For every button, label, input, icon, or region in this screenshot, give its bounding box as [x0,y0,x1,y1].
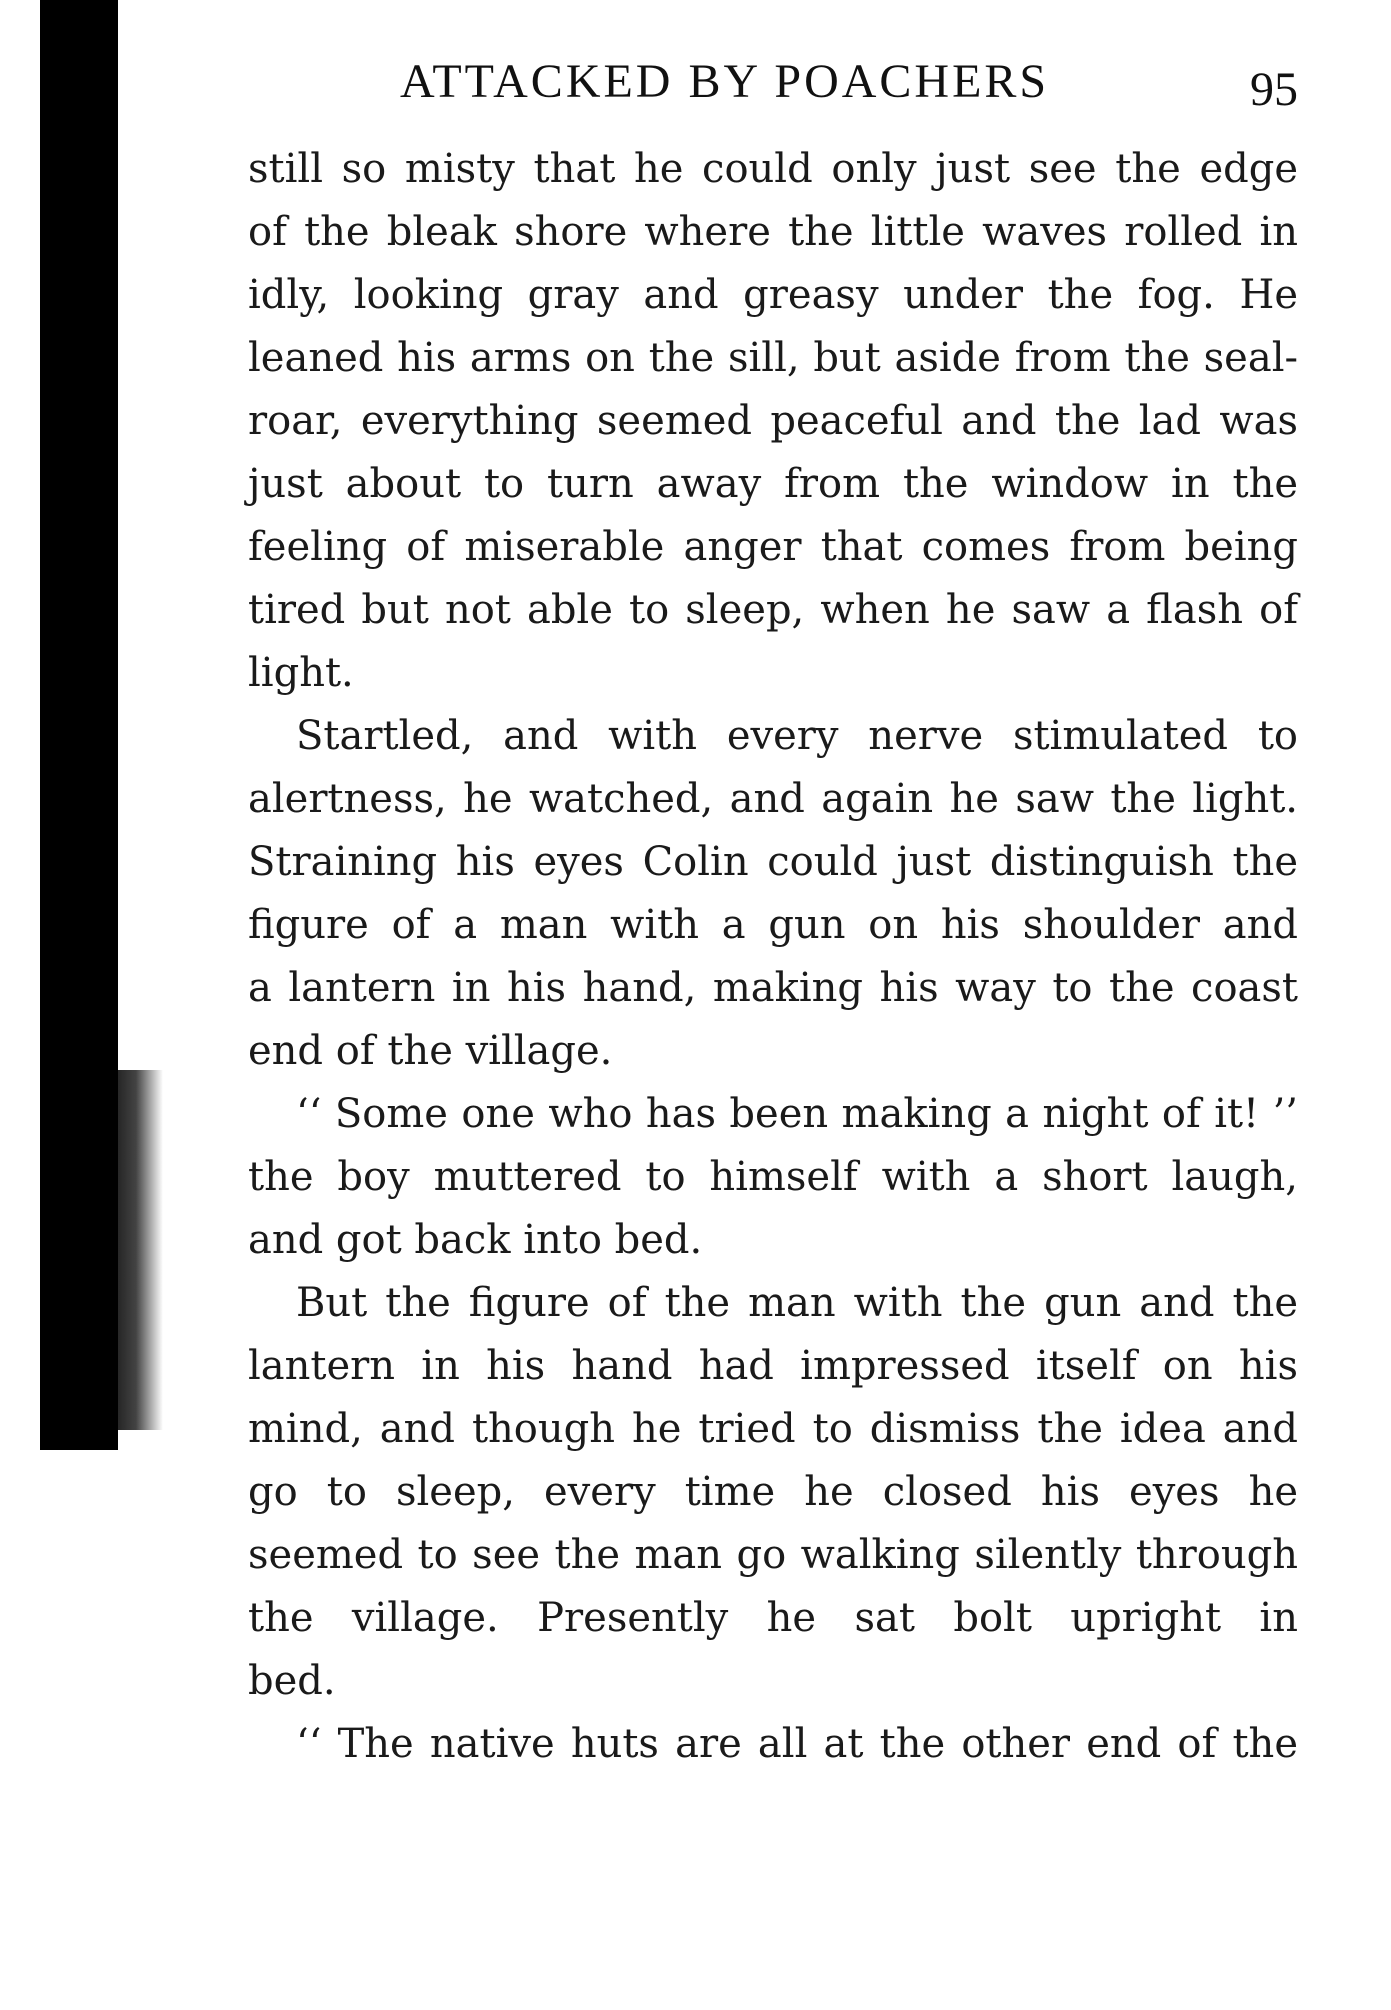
text-line: a lantern in his hand, making his way to the coast [248,965,1298,1011]
text-line: Straining his eyes Colin could just distinguish the [248,839,1298,885]
text-line: of the bleak shore where the little waves rolled in [248,209,1298,255]
text-line: Startled, and with every nerve stimulated to [296,713,1298,759]
text-line: still so misty that he could only just see the edge [248,146,1298,192]
body-text [248,138,1298,1776]
text-line: But the figure of the man with the gun and the [296,1280,1298,1326]
chapter-title: ATTACKED BY POACHERS [400,55,1050,108]
text-line: seemed to see the man go walking silently through [248,1532,1298,1578]
text-line: the boy muttered to himself with a short laugh, [248,1154,1298,1200]
text-line: and got back into bed. [248,1217,703,1263]
text-line: the village. Presently he sat bolt upright in [248,1595,1298,1641]
text-line: lantern in his hand had impressed itself on his [248,1343,1298,1389]
text-line: bed. [248,1658,336,1704]
page-number: 95 [1250,63,1298,116]
text-line: leaned his arms on the sill, but aside from the seal- [248,335,1298,381]
text-line: end of the village. [248,1028,613,1074]
book-page [248,44,1298,1776]
text-line: ‘‘ Some one who has been making a night of it! ’’ [296,1091,1298,1137]
text-line: tired but not able to sleep, when he saw a flash of [248,587,1298,633]
text-line: figure of a man with a gun on his shoulder and [248,902,1298,948]
binding-shadow-fade [118,1070,163,1430]
text-line: go to sleep, every time he closed his eyes he [248,1469,1298,1515]
text-line: light. [248,650,354,696]
text-line: alertness, he watched, and again he saw the light. [248,776,1298,822]
text-line: mind, and though he tried to dismiss the idea and [248,1406,1298,1452]
text-line: feeling of miserable anger that comes from being [248,524,1298,570]
running-head [248,44,1298,124]
text-line: ‘‘ The native huts are all at the other end of the [296,1721,1298,1767]
binding-shadow [40,0,118,1450]
text-line: idly, looking gray and greasy under the fog. He [248,272,1298,318]
text-line: roar, everything seemed peaceful and the lad was [248,398,1298,444]
text-line: just about to turn away from the window in the [248,461,1298,507]
